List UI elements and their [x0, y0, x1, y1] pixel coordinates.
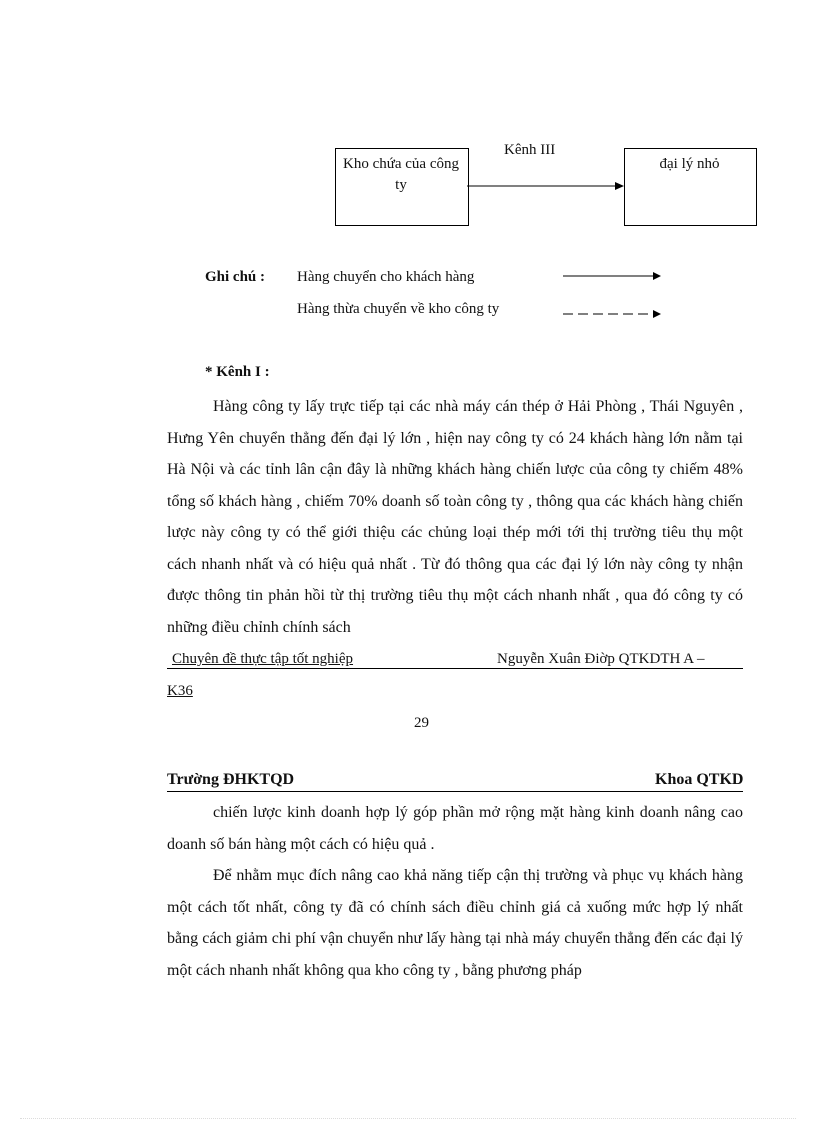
legend-title: Ghi chú : — [205, 269, 266, 285]
footer-continuation: K36 — [167, 683, 193, 699]
page-number: 29 — [414, 715, 429, 731]
footer-rule — [167, 668, 743, 669]
channel-label: Kênh III — [504, 142, 556, 158]
header-left: Trường ĐHKTQD — [167, 771, 295, 788]
footer-right: Nguyễn Xuân Điờp QTKDTH A – — [497, 651, 705, 667]
channel-arrow — [467, 178, 625, 194]
legend-solid-arrow — [563, 268, 663, 284]
legend-solid-label: Hàng chuyển cho khách hàng — [297, 269, 475, 285]
header-right: Khoa QTKD — [655, 771, 744, 788]
footer-left: Chuyên đề thực tập tốt nghiệp — [172, 651, 354, 667]
section1-paragraph — [167, 391, 743, 643]
page2-paragraph1 — [167, 797, 743, 860]
legend-dashed-label: Hàng thừa chuyển về kho công ty — [297, 301, 500, 317]
page-edge-divider — [20, 1118, 796, 1119]
header-rule — [167, 791, 743, 792]
page2-para1-text: chiến lược kinh doanh hợp lý góp phần mở rộng mặt hàng kinh doanh nâng cao doanh số bán hàng một cách có hiệu quả . — [167, 804, 743, 853]
warehouse-box-label: Kho chứa của công ty — [343, 156, 460, 193]
legend-dashed-arrow — [563, 306, 663, 322]
section-heading: * Kênh I : — [205, 364, 270, 380]
section1-text: Hàng công ty lấy trực tiếp tại các nhà máy cán thép ở Hải Phòng , Thái Nguyên , Hưng Yên chuyển thẳng đến đại lý lớn , hiện nay công ty có 24 khách hàng lớn nằm tại Hà Nội và các tỉnh lân cận đây là những khách hàng chiến lược của công ty chiếm 48% tổng số khách hàng , chiếm 70% doanh số toàn công ty , thông qua các khách hàng chiến lược này công ty có thể giới thiệu các chủng loại thép mới tới thị trường tiêu thụ một cách nhanh nhất và có hiệu quả nhất . Từ đó thông qua các đại lý lớn này công ty nhận được thông tin phản hồi từ thị trường tiêu thụ một cách nhanh nhất , qua đó công ty có những điều chỉnh chính sách — [167, 398, 743, 636]
page2-paragraph2 — [167, 860, 743, 986]
page2-para2-text: Để nhằm mục đích nâng cao khả năng tiếp cận thị trường và phục vụ khách hàng một cách tốt nhất, công ty đã có chính sách điều chỉnh giá cả xuống mức hợp lý nhất bằng cách giảm chi phí vận chuyển như lấy hàng tại nhà máy chuyển thẳng đến các đại lý một cách nhanh nhất không qua kho công ty , bằng phương pháp — [167, 867, 743, 979]
small-agent-box-label: đại lý nhỏ — [659, 156, 720, 172]
